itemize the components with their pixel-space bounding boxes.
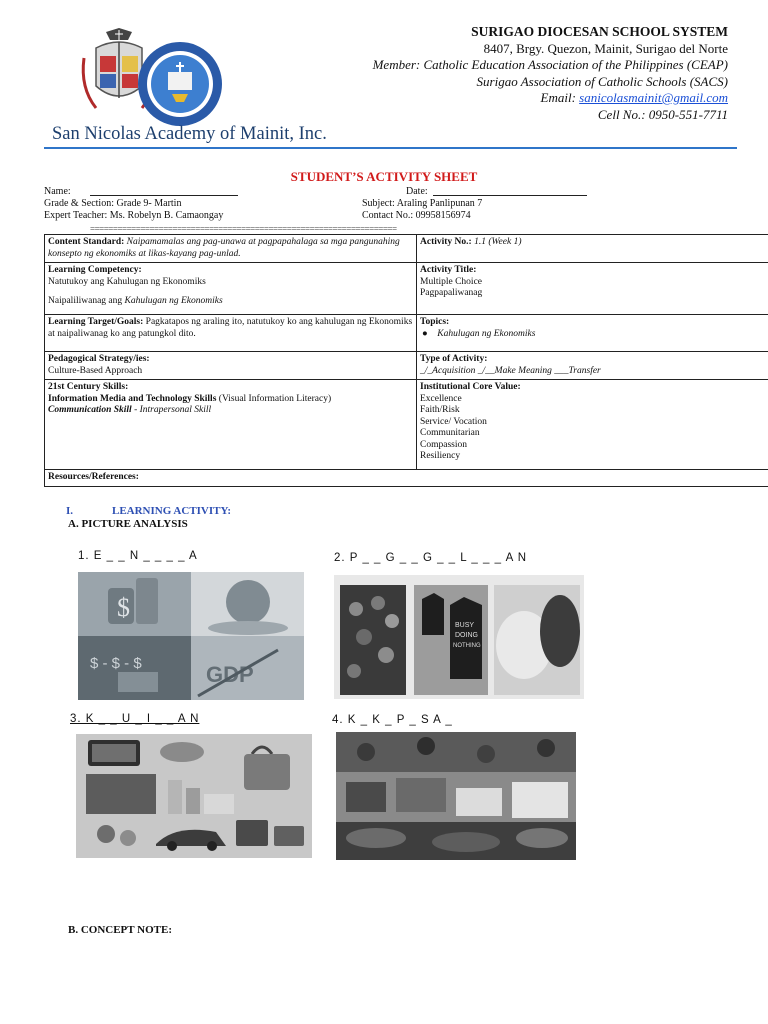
org-name: SURIGAO DIOCESAN SCHOOL SYSTEM — [471, 24, 728, 39]
picture-analysis-heading: A. PICTURE ANALYSIS — [68, 518, 188, 530]
resources-cell: Resources/References: — [45, 470, 768, 487]
association-line: Surigao Association of Catholic Schools (SACS) — [476, 73, 728, 89]
expert-teacher: Expert Teacher: Ms. Robelyn B. Camaongay — [44, 210, 224, 221]
picture-2-collage — [334, 575, 584, 699]
strategy-cell: Pedagogical Strategy/ies: Culture-Based Approach — [45, 352, 417, 380]
email-link[interactable]: sanicolasmainit@gmail.com — [579, 90, 728, 105]
name-blank — [90, 195, 238, 196]
header-contact-block — [373, 24, 728, 123]
core-value-item: Faith/Risk — [420, 405, 460, 415]
name-label: Name: — [44, 186, 71, 197]
section-title: LEARNING ACTIVITY: — [112, 505, 232, 517]
core-value-item: Compassion — [420, 439, 467, 450]
separator-line: =================================================================== — [90, 224, 397, 234]
school-seal — [136, 40, 224, 128]
lesson-info-table — [44, 234, 768, 487]
svg-text:$ - $ - $: $ - $ - $ — [90, 655, 142, 672]
activity-type-cell: Type of Activity: _/_Acquisition _/__Make Meaning ___Transfer — [417, 352, 768, 380]
svg-text:NOTHING: NOTHING — [453, 643, 481, 649]
picture-2-label: 2. P _ _ G _ _ G _ _ L _ _ _ A N — [334, 552, 528, 564]
picture-3-label: 3. K _ _ U _ I _ _ A N — [70, 713, 200, 725]
svg-text:$: $ — [117, 593, 130, 622]
subject: Subject: Araling Panlipunan 7 — [362, 198, 483, 209]
contact-no: Contact No.: 09958156974 — [362, 210, 471, 221]
member-line: Member: Catholic Education Association of the Philippines (CEAP) — [372, 57, 728, 72]
learning-target-cell: Learning Target/Goals: Pagkatapos ng araling ito, natutukoy ko ang kahulugan ng Ekonomiks at naipaliwanag ko ang patungkol dito. — [45, 315, 417, 352]
date-blank — [433, 195, 587, 196]
picture-1-economics — [78, 572, 304, 700]
cell-line: Cell No.: 0950-551-7711 — [597, 106, 728, 122]
concept-note-heading: B. CONCEPT NOTE: — [68, 924, 173, 936]
bullet-icon: ● — [422, 328, 428, 339]
school-name: San Nicolas Academy of Mainit, Inc. — [52, 124, 327, 144]
svg-text:DOING: DOING — [455, 632, 478, 639]
email-line: Email: sanicolasmainit@gmail.com — [540, 90, 728, 105]
skills-cell: 21st Century Skills: Information Media and Technology Skills (Visual Information Literacy) Communication Skill - Intrapersonal Skill — [45, 380, 417, 470]
core-value-item: Resiliency — [420, 451, 461, 461]
activity-title-cell: Activity Title: Multiple Choice Pagpapaliwanag — [417, 263, 768, 315]
core-value-item: Communitarian — [420, 428, 480, 438]
svg-text:BUSY: BUSY — [455, 622, 475, 629]
picture-4-market — [336, 732, 576, 860]
sheet-title: STUDENT’S ACTIVITY SHEET — [290, 169, 478, 184]
competency-cell: Learning Competency: Natutukoy ang Kahulugan ng Ekonomiks Naipaliliwanag ang Kahulugan ng Ekonomiks — [45, 263, 417, 315]
date-label: Date: — [406, 186, 428, 197]
header-divider — [44, 147, 737, 149]
section-number: I. — [66, 505, 74, 517]
address: 8407, Brgy. Quezon, Mainit, Surigao del Norte — [483, 40, 728, 56]
content-standard-cell: Content Standard: Naipamamalas ang pag-unawa at pagpapahalaga sa mga pangunahing konsepto ng ekonomiks at likas-kayang pag-unlad. — [45, 235, 417, 263]
activity-no-cell: Activity No.: 1.1 (Week 1) — [417, 235, 768, 263]
topics-cell: Topics: ● Kahulugan ng Ekonomiks — [417, 315, 768, 352]
core-value-item: Service/ Vocation — [420, 416, 487, 427]
core-value-cell: Institutional Core Value: Excellence Faith/Risk Service/ Vocation Communitarian Compassion Resiliency — [417, 380, 768, 470]
picture-4-label: 4. K _ K _ P _ S A _ — [332, 714, 453, 726]
grade-section: Grade & Section: Grade 9- Martin — [44, 198, 182, 209]
picture-3-products — [76, 734, 312, 858]
picture-1-label: 1. E _ _ N _ _ _ _ A — [78, 550, 198, 562]
core-value-item: Excellence — [420, 393, 462, 404]
svg-text:GDP: GDP — [206, 662, 254, 687]
